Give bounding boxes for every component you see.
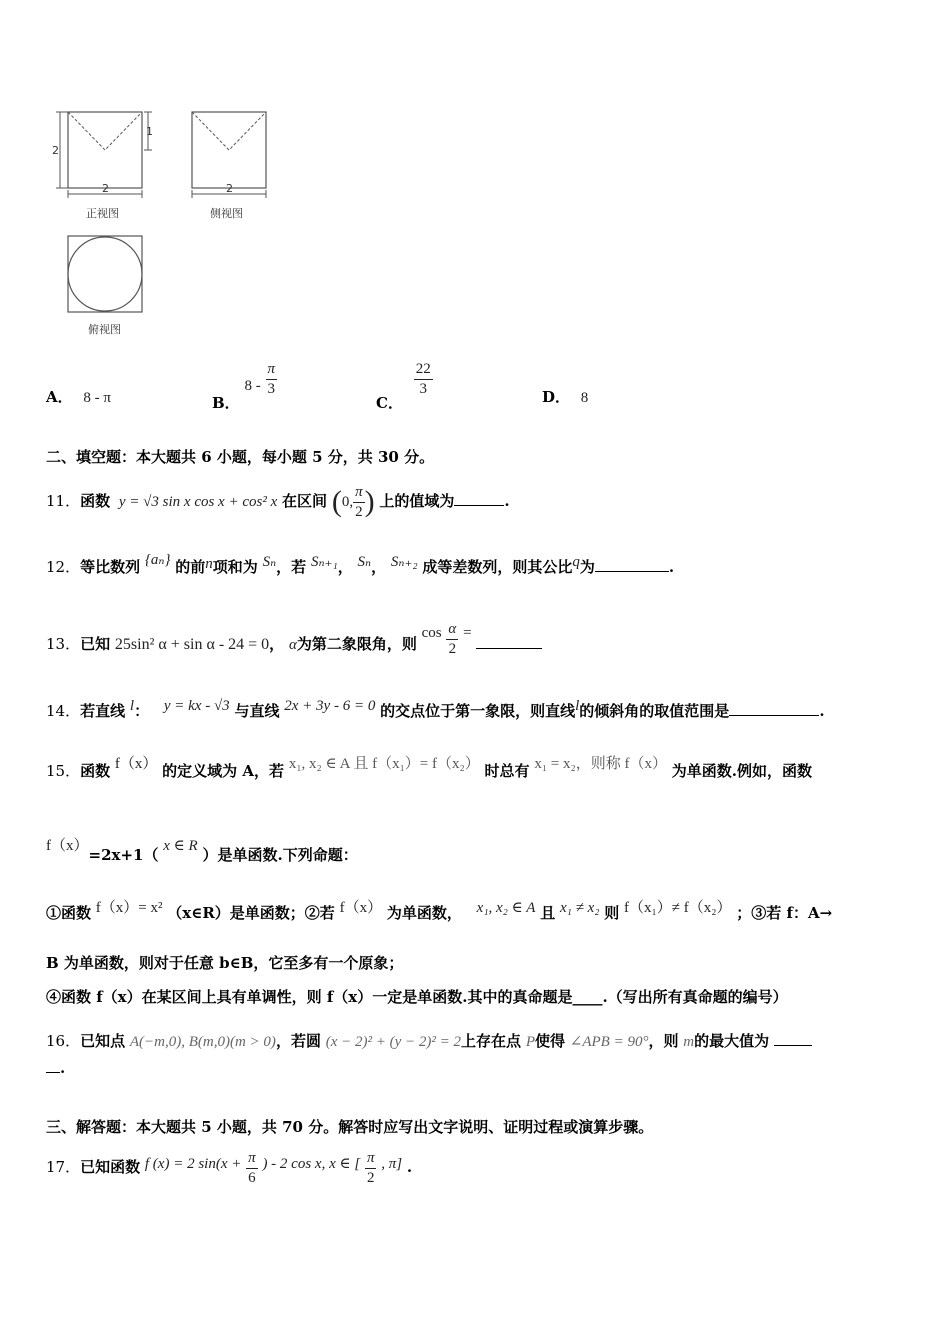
question-13: 13．已知 25sin² α + sin α - 24 = 0， α为第二象限角，则 cos $\frac{\alpha}{2}$ = <box>46 616 542 673</box>
question-16: 16．已知点 A(−m,0), B(m,0)(m > 0)，若圆 (x − 2)² + (y − 2)² = 2上存在点 P使得 ∠APB = 90°，则 m的最大值为 <box>46 1030 812 1051</box>
front-view-label: 正视图 <box>86 207 119 220</box>
three-view-figure <box>50 100 330 350</box>
question-11: 11．函数 y = √3 sin x cos x + cos² x 在区间 (0, $\frac{\pi}{2}$ ) 上的值域为 . <box>46 483 510 520</box>
section-2-title: 二、填空题：本大题共 6 小题，每小题 5 分，共 30 分。 <box>46 448 435 466</box>
question-14: 14．若直线 l： y = kx - √3 与直线 2x + 3y - 6 = 0 的交点位于第一象限，则直线l的倾斜角的取值范围是 . <box>46 698 825 720</box>
option-a: A． 8 - π <box>46 388 111 406</box>
section-3-title: 三、解答题：本大题共 5 小题，共 70 分。解答时应写出文字说明、证明过程或演算步骤。 <box>46 1118 654 1136</box>
question-16-continued: . <box>46 1058 65 1077</box>
question-15: 15．函数 f（x） 的定义域为 A，若 x₁, x₂ ∈ A 且 f（x₁）= f（x₂） 时总有 x₁ = x₂，则称 f（x） 为单函数.例如，函数 <box>46 756 812 780</box>
side-dim-label: 2 <box>226 182 233 195</box>
option-d: D． 8 <box>542 388 589 406</box>
dim-depth-label: 1 <box>146 125 153 138</box>
question-15-items-line1: ①函数 f（x）= x² （x∈R）是单函数；②若 f（x） 为单函数， x₁, x₂ ∈ A 且 x₁ ≠ x₂ 则 f（x₁）≠ f（x₂） ；③若 f：A→ <box>46 900 833 922</box>
top-view-label: 俯视图 <box>88 323 121 336</box>
question-12: 12．等比数列 {aₙ} 的前n项和为 Sₙ，若 Sₙ₊₁， Sₙ， Sₙ₊₂ 成等差数列，则其公比q为 . <box>46 552 675 576</box>
question-15-items-line2: B 为单函数，则对于任意 b∈B，它至多有一个原象； <box>46 954 404 972</box>
question-15-items-line3: ④函数 f（x）在某区间上具有单调性，则 f（x）一定是单函数.其中的真命题是____.（写出所有真命题的编号） <box>46 988 788 1006</box>
side-view-label: 侧视图 <box>210 207 243 220</box>
front-view <box>52 112 153 220</box>
dim-width-label: 2 <box>102 182 109 195</box>
option-c: C． $\frac{22}{3}$ <box>376 361 431 412</box>
question-15-example: f（x）=2x+1（ x ∈ R ）是单函数.下列命题： <box>46 838 358 864</box>
question-17: 17．已知函数 f (x) = 2 sin(x + $\frac{\pi}{6}$ ) - 2 cos x, x ∈ [ $\frac{\pi}{2}$ , π] . <box>46 1149 413 1186</box>
top-view <box>68 236 142 336</box>
side-view <box>192 112 266 220</box>
option-b: B． 8 - $\frac{\pi}{3}$ <box>212 361 276 412</box>
dim-height-label: 2 <box>52 144 59 157</box>
